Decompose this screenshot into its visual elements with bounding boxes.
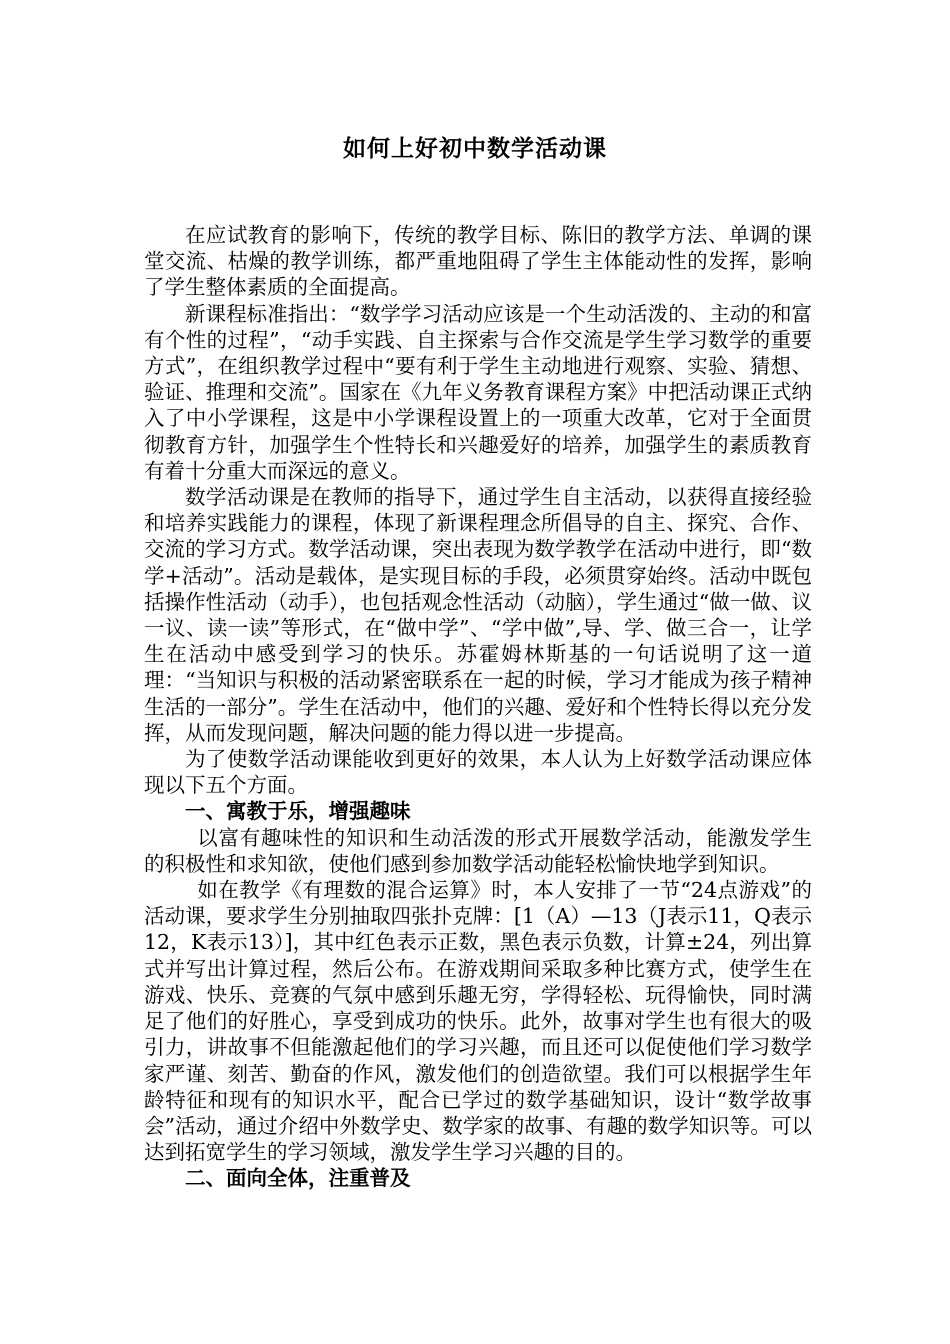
paragraph-curriculum-standard: 新课程标准指出：“数学学习活动应该是一个生动活泼的、主动的和富有个性的过程”，“动手实践、自主探索与合作交流是学生学习数学的重要方式”，在组织教学过程中“要有利于学生主动地进行观察、实验、猜想、验证、推理和交流”。国家在《九年义务教育课程方案》中把活动课正式纳入了中小学课程，这是中小学课程设置上的一项重大改革，它对于全面贯彻教育方针，加强学生个性特长和兴趣爱好的培养，加强学生的素质教育有着十分重大而深远的意义。 [144,301,812,483]
section-1-heading: 一、寓教于乐，增强趣味 [185,799,411,824]
document-body [144,222,812,1192]
paragraph-activity-definition: 数学活动课是在教师的指导下，通过学生自主活动，以获得直接经验和培养实践能力的课程，体现了新课程理念所倡导的自主、探究、合作、交流的学习方式。数学活动课，突出表现为数学教学在活动中进行，即“数学+活动”。活动是载体，是实现目标的手段，必须贯穿始终。活动中既包括操作性活动（动手），也包括观念性活动（动脑），学生通过“做一做、议一议、读一读”等形式，在“做中学”、“学中做”,导、学、做三合一，让学生在活动中感受到学习的快乐。苏霍姆林斯基的一句话说明了这一道理：“当知识与积极的活动紧密联系在一起的时候，学习才能成为孩子精神生活的一部分”。学生在活动中，他们的兴趣、爱好和个性特长得以充分发挥，从而发现问题，解决问题的能力得以进一步提高。 [144,485,812,745]
section-1-paragraph: 如在教学《有理数的混合运算》时，本人安排了一节“24点游戏”的活动课，要求学生分别抽取四张扑克牌：[1（A）—13（J表示11，Q表示12，K表示13）]，其中红色表示正数，黑色表示负数，计算±24，列出算式并写出计算过程，然后公布。在游戏期间采取多种比赛方式，使学生在游戏、快乐、竞赛的气氛中感到乐趣无穷，学得轻松、玩得愉快，同时满足了他们的好胜心，享受到成功的快乐。此外，故事对学生也有很大的吸引力，讲故事不但能激起他们的学习兴趣，而且还可以促使他们学习数学家严谨、刻苦、勤奋的作风，激发他们的创造欲望。我们可以根据学生年龄特征和现有的知识水平，配合已学过的数学基础知识，设计“数学故事会”活动，通过介绍中外数学史、数学家的故事、有趣的数学知识等。可以达到拓宽学生的学习领域，激发学生学习兴趣的目的。 [144,878,812,1165]
section-2-heading: 二、面向全体，注重普及 [185,1166,411,1191]
paragraph-five-aspects: 为了使数学活动课能收到更好的效果，本人认为上好数学活动课应体现以下五个方面。 [144,747,812,798]
section-1-paragraph: 以富有趣味性的知识和生动活泼的形式开展数学活动，能激发学生的积极性和求知欲，使他们感到参加数学活动能轻松愉快地学到知识。 [144,825,812,876]
paragraph-intro: 在应试教育的影响下，传统的教学目标、陈旧的教学方法、单调的课堂交流、枯燥的教学训练，都严重地阻碍了学生主体能动性的发挥，影响了学生整体素质的全面提高。 [144,223,812,300]
document-title: 如何上好初中数学活动课 [343,135,607,162]
